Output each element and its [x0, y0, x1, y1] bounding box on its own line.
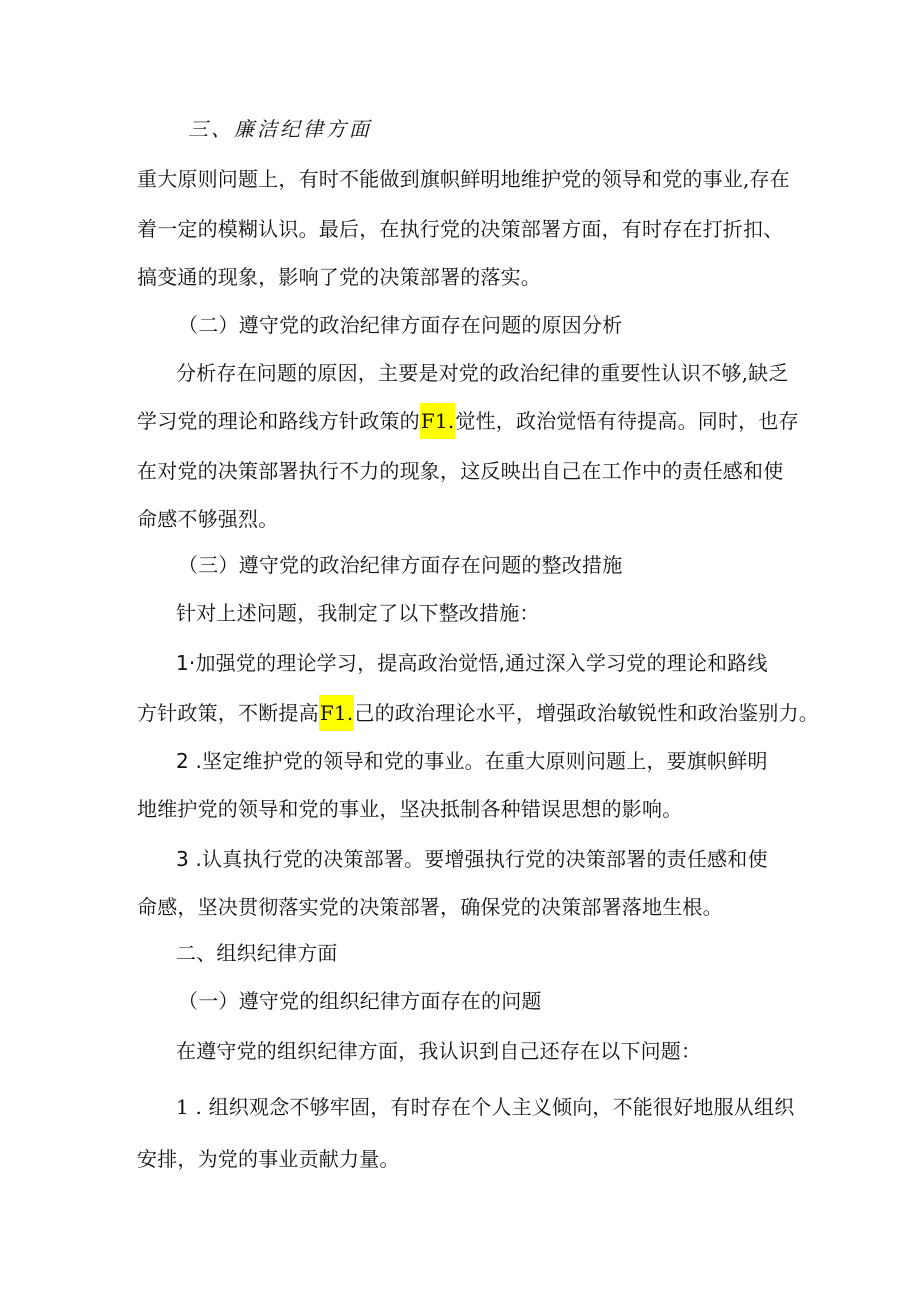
paragraph-line: 着一定的模糊认识。最后，在执行党的决策部署方面，有时存在打折扣、 — [137, 217, 784, 241]
paragraph-line — [176, 748, 768, 774]
subheading-cause-analysis: （二）遵守党的政治纪律方面存在问题的原因分析 — [178, 313, 623, 337]
section-heading-integrity: 三、廉洁纪律方面 — [188, 117, 372, 141]
paragraph-line: 针对上述问题，我制定了以下整改措施： — [176, 601, 540, 625]
highlighted-text: F1. — [319, 695, 355, 731]
text-segment: 通过深入学习党的理论和路线 — [505, 651, 768, 675]
paragraph-line: 1 . 组织观念不够牢固，有时存在个人主义倾向，不能很好地服从组织 — [176, 1095, 795, 1119]
measure-title: 2 .坚定维护党的领导和党的事业。 — [176, 749, 485, 773]
measure-title: 1·加强党的理论学习，提高政治觉悟, — [176, 651, 506, 675]
text-segment: 己的政治理论水平，增强政治敏锐性和政治鉴别力。 — [354, 701, 819, 725]
paragraph-line: 命感，坚决贯彻落实党的决策部署，确保党的决策部署落地生根。 — [137, 895, 723, 919]
text-segment: 方针政策，不断提高 — [137, 701, 319, 725]
measure-title: 3 .认真执行党的决策部署。 — [176, 847, 425, 871]
paragraph-line — [137, 408, 799, 434]
section-heading-organization: 二、组织纪律方面 — [176, 941, 338, 965]
text-segment: 学习党的理论和路线方针政策的 — [137, 409, 420, 433]
text-segment: 要增强执行党的决策部署的责任感和使 — [424, 847, 768, 871]
paragraph-line — [137, 700, 819, 726]
paragraph-line: 分析存在问题的原因，主要是对党的政治纪律的重要性认识不够,缺乏 — [176, 361, 789, 385]
paragraph-line: 在遵守党的组织纪律方面，我认识到自己还存在以下问题： — [176, 1039, 702, 1063]
paragraph-line: 在对党的决策部署执行不力的现象，这反映出自己在工作中的责任感和使 — [137, 459, 784, 483]
paragraph-line: 命感不够强烈。 — [137, 507, 279, 531]
paragraph-line: 安排，为党的事业贡献力量。 — [137, 1147, 400, 1171]
highlighted-text: F1. — [420, 403, 456, 439]
paragraph-line: 重大原则问题上，有时不能做到旗帜鲜明地维护党的领导和党的事业,存在 — [137, 167, 790, 191]
text-segment: 觉性，政治觉悟有待提高。同时，也存 — [455, 409, 799, 433]
paragraph-line — [176, 650, 768, 676]
text-segment: 在重大原则问题上，要旗帜鲜明 — [484, 749, 768, 773]
paragraph-line: 地维护党的领导和党的事业，坚决抵制各种错误思想的影响。 — [137, 797, 683, 821]
subheading-rectification: （三）遵守党的政治纪律方面存在问题的整改措施 — [178, 553, 623, 577]
paragraph-line — [176, 846, 768, 872]
subheading-organization-problems: （一）遵守党的组织纪律方面存在的问题 — [178, 989, 542, 1013]
paragraph-line: 搞变通的现象，影响了党的决策部署的落实。 — [137, 265, 541, 289]
